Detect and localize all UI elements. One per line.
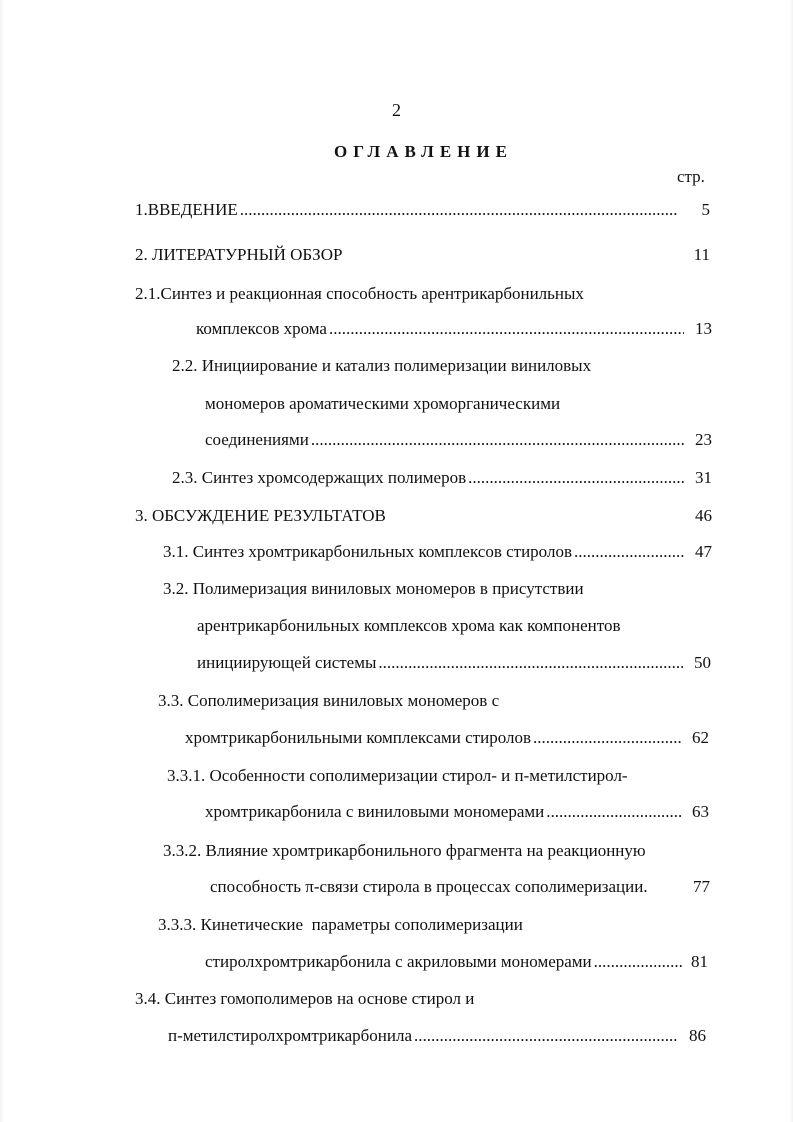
toc-entry-title: соединениями	[205, 430, 309, 449]
toc-entry-2-2-line2: мономеров ароматическими хроморганическими	[205, 394, 561, 413]
page-number: 2	[392, 100, 401, 120]
toc-entry-page: 11	[693, 245, 710, 264]
dot-leader	[240, 199, 678, 221]
toc-entry-2-2-line3	[205, 429, 712, 451]
toc-entry-page: 86	[689, 1026, 706, 1045]
toc-entry-3-4-line2	[168, 1025, 706, 1047]
toc-entry-2-3	[172, 467, 712, 489]
toc-entry-page: 5	[701, 200, 710, 219]
toc-entry-page: 77	[693, 877, 710, 896]
toc-entry-3-3-1-line2	[205, 801, 709, 823]
toc-entry-title: п-метилстиролхромтрикарбонила	[168, 1026, 412, 1045]
toc-entry-3-3-3-line1: 3.3.3. Кинетические параметры сополимеризации	[158, 915, 523, 934]
dot-leader	[574, 541, 684, 563]
dot-leader	[311, 429, 684, 451]
toc-entry-3-4-line1: 3.4. Синтез гомополимеров на основе стирол и	[135, 989, 475, 1008]
toc-entry-introduction	[135, 199, 710, 221]
toc-entry-title: хромтрикарбонильными комплексами стиролов	[185, 728, 531, 747]
toc-entry-page: 81	[691, 952, 708, 971]
toc-entry-3-3-line2	[185, 727, 709, 749]
toc-entry-3-3-line1: 3.3. Сополимеризация виниловых мономеров с	[158, 691, 500, 710]
toc-entry-page: 13	[695, 319, 712, 338]
toc-entry-literature-review: 2. ЛИТЕРАТУРНЫЙ ОБЗОР	[135, 245, 343, 264]
dot-leader	[546, 801, 681, 823]
toc-entry-3-2-line2: арентрикарбонильных комплексов хрома как компонентов	[197, 616, 621, 635]
toc-entry-page: 63	[692, 802, 709, 821]
toc-entry-2-2-line1: 2.2. Инициирование и катализ полимеризации виниловых	[172, 356, 592, 375]
toc-entry-title: хромтрикарбонила с виниловыми мономерами	[205, 802, 545, 821]
toc-entry-page: 23	[695, 430, 712, 449]
pages-column-label: стр.	[677, 167, 705, 186]
dot-leader	[329, 318, 684, 340]
toc-entry-page: 46	[695, 506, 712, 525]
toc-entry-title: инициирующей системы	[197, 653, 377, 672]
dot-leader	[533, 727, 681, 749]
toc-entry-2-1-line1: 2.1.Синтез и реакционная способность арентрикарбонильных	[135, 284, 584, 303]
toc-entry-3-3-2-line1: 3.3.2. Влияние хромтрикарбонильного фрагмента на реакционную	[163, 841, 646, 860]
dot-leader	[378, 652, 683, 674]
scan-edge-left	[0, 0, 4, 1122]
toc-entry-title: комплексов хрома	[196, 319, 327, 338]
toc-entry-3-1	[163, 541, 712, 563]
toc-entry-3-3-2-line2: способность π-связи стирола в процессах сополимеризации.	[210, 877, 648, 896]
dot-leader	[594, 951, 682, 973]
toc-entry-2-1-line2	[196, 318, 712, 340]
toc-entry-3-3-3-line2	[205, 951, 708, 973]
toc-entry-title: стиролхромтрикарбонила с акриловыми мономерами	[205, 952, 592, 971]
scan-edge-right	[789, 0, 793, 1122]
toc-entry-page: 62	[692, 728, 709, 747]
toc-entry-title: 3.1. Синтез хромтрикарбонильных комплексов стиролов	[163, 542, 572, 561]
toc-entry-discussion: 3. ОБСУЖДЕНИЕ РЕЗУЛЬТАТОВ	[135, 506, 386, 525]
toc-entry-3-2-line3	[197, 652, 711, 674]
dot-leader	[468, 467, 684, 489]
toc-entry-3-2-line1: 3.2. Полимеризация виниловых мономеров в присутствии	[163, 579, 584, 598]
toc-entry-title: 1.ВВЕДЕНИЕ	[135, 200, 238, 219]
toc-entry-3-3-1-line1: 3.3.1. Особенности сополимеризации стирол- и п-метилстирол-	[167, 766, 628, 785]
toc-title: ОГЛАВЛЕНИЕ	[334, 142, 513, 161]
toc-entry-page: 50	[694, 653, 711, 672]
dot-leader	[414, 1025, 678, 1047]
toc-entry-page: 47	[695, 542, 712, 561]
toc-entry-page: 31	[695, 468, 712, 487]
toc-entry-title: 2.3. Синтез хромсодержащих полимеров	[172, 468, 467, 487]
